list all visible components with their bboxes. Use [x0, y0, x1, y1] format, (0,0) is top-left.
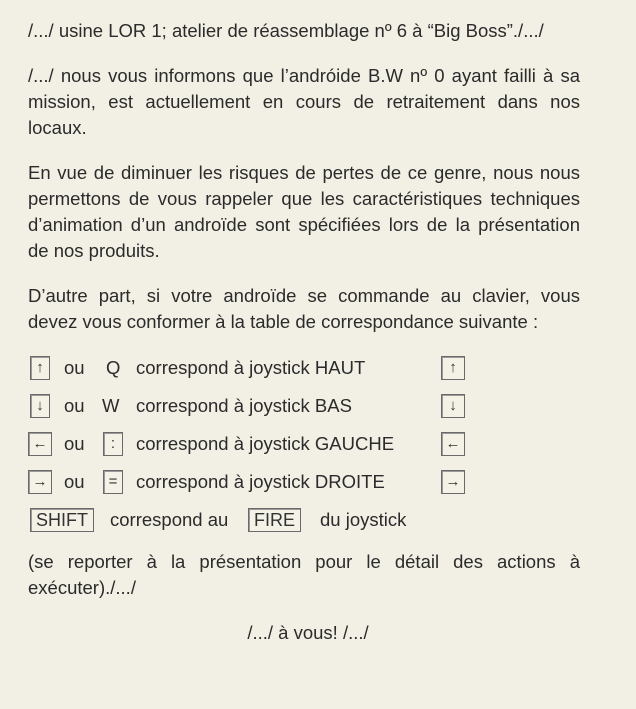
key-row-left	[28, 431, 580, 469]
correspondence-text: correspond à joystick HAUT	[136, 357, 366, 378]
paragraph-android-notice: /.../ nous vous informons que l’andróide B.W nº 0 ayant failli à sa mission, est actuellement en cours de retraitement dans nos locaux.	[28, 65, 580, 138]
or-label: ou	[64, 471, 85, 492]
correspondence-text: correspond à joystick BAS	[136, 395, 352, 416]
left-arrow-key-icon: ←	[28, 432, 52, 456]
closing-line: /.../ à vous! /.../	[247, 622, 369, 643]
correspondence-text: correspond à joystick GAUCHE	[136, 433, 395, 454]
joystick-right-icon: →	[441, 470, 465, 494]
up-arrow-key-icon: ↑	[30, 356, 50, 380]
document-page	[28, 18, 580, 646]
joystick-left-icon: ←	[441, 432, 465, 456]
correspondence-text: correspond à joystick DROITE	[136, 471, 385, 492]
or-label: ou	[64, 395, 85, 416]
key-row-down	[28, 393, 580, 431]
key-row-fire	[28, 507, 580, 545]
key-row-up	[28, 355, 580, 393]
down-arrow-key-icon: ↓	[30, 394, 50, 418]
equals-key-icon: =	[103, 470, 123, 494]
paragraph-header: /.../ usine LOR 1; atelier de réassemblage nº 6 à “Big Boss”./.../	[28, 20, 544, 41]
joystick-down-icon: ↓	[441, 394, 465, 418]
joystick-up-icon: ↑	[441, 356, 465, 380]
paragraph-see-presentation: (se reporter à la présentation pour le détail des actions à exécuter)./.../	[28, 551, 580, 598]
correspondence-text: correspond au	[110, 509, 229, 530]
joystick-tail-text: du joystick	[320, 509, 407, 530]
paragraph-keyboard-intro: D’autre part, si votre androïde se commande au clavier, vous devez vous conformer à la table de correspondance suivante :	[28, 285, 580, 332]
key-correspondence-table	[28, 355, 580, 545]
alt-key-label: W	[102, 395, 120, 416]
alt-key-label: Q	[106, 357, 121, 378]
fire-button-label: FIRE	[248, 508, 301, 532]
shift-key-label: SHIFT	[30, 508, 94, 532]
paragraph-risk-reminder: En vue de diminuer les risques de pertes de ce genre, nous nous permettons de vous rappeler que les caractéristiques techniques d’animation d’un androïde sont spécifiées lors de la présentation de nos produits.	[28, 162, 580, 261]
or-label: ou	[64, 357, 85, 378]
key-row-right	[28, 469, 580, 507]
colon-key-icon: :	[103, 432, 123, 456]
right-arrow-key-icon: →	[28, 470, 52, 494]
or-label: ou	[64, 433, 85, 454]
